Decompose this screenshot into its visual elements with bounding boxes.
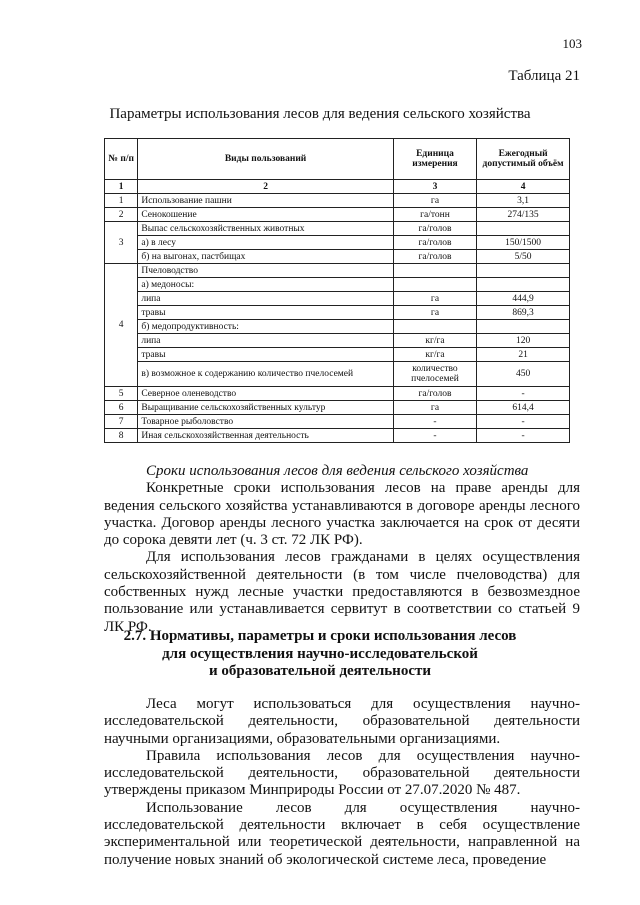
- col-num-3: 3: [393, 180, 476, 194]
- page-number: 103: [562, 36, 582, 51]
- table-row: а) в лесу га/голов 150/1500: [105, 236, 570, 250]
- col-num-1: 1: [105, 180, 138, 194]
- column-number-row: [105, 180, 570, 194]
- table-row: липа кг/га 120: [105, 334, 570, 348]
- table-row: 3 Выпас сельскохозяйственных животных га/голов: [105, 222, 570, 236]
- params-table: [104, 138, 570, 443]
- header-kind: Виды пользований: [138, 139, 393, 180]
- header-num: № п/п: [105, 139, 138, 180]
- col-num-4: 4: [477, 180, 570, 194]
- table-row: 4 Пчеловодство: [105, 264, 570, 278]
- table-row: 7 Товарное рыболовство - -: [105, 415, 570, 429]
- table-header-row: [105, 139, 570, 180]
- table-row: б) медопродуктивность:: [105, 320, 570, 334]
- table-row: 8 Иная сельскохозяйственная деятельность - -: [105, 429, 570, 443]
- table-title: Параметры использования лесов для ведения сельского хозяйства: [109, 106, 531, 122]
- col-num-2: 2: [138, 180, 393, 194]
- section-heading-line: и образовательной деятельности: [209, 663, 431, 679]
- section-heading-line: 2.7. Нормативы, параметры и сроки использования лесов: [123, 628, 517, 644]
- section-heading: [0, 628, 640, 681]
- section-text-1: [104, 463, 580, 636]
- table-row: 1 Использование пашни га 3,1: [105, 194, 570, 208]
- table-row: б) на выгонах, пастбищах га/голов 5/50: [105, 250, 570, 264]
- table-row: 6 Выращивание сельскохозяйственных культур га 614,4: [105, 401, 570, 415]
- table-row: в) возможное к содержанию количество пчелосемей количество пчелосемей 450: [105, 362, 570, 387]
- paragraph: Конкретные сроки использования лесов на праве аренды для ведения сельского хозяйства устанавливаются в договоре аренды лесного участка. Договор аренды лесного участка заключается на срок от десяти до сорока девяти лет (ч. 3 ст. 72 ЛК РФ).: [104, 480, 580, 549]
- table-row: 2 Сенокошение га/тонн 274/135: [105, 208, 570, 222]
- section-heading-line: для осуществления научно-исследовательской: [162, 645, 478, 662]
- section-text-2: [104, 696, 580, 869]
- paragraph: Леса могут использоваться для осуществления научно-исследовательской деятельности, образовательной деятельности научными организациями, образовательными организациями.: [104, 696, 580, 747]
- subheading: Сроки использования лесов для ведения сельского хозяйства: [146, 463, 529, 479]
- table-row: а) медоносы:: [105, 278, 570, 292]
- paragraph: Правила использования лесов для осуществления научно-исследовательской деятельности, образовательной деятельности утверждены приказом Минприроды России от 27.07.2020 № 487.: [104, 747, 580, 799]
- table-row: 5 Северное оленеводство га/голов -: [105, 387, 570, 401]
- header-unit: Единица измерения: [393, 139, 476, 180]
- table-number: Таблица 21: [508, 68, 580, 84]
- header-volume: Ежегодный допустимый объём: [477, 139, 570, 180]
- paragraph: Для использования лесов гражданами в целях осуществления сельскохозяйственной деятельности (в том числе пчеловодства) для собственных нужд лесные участки предоставляются в безвозмездное пользование или устанавливается сервитут в соответствии со статьей 9 ЛК РФ.: [104, 549, 580, 635]
- table-row: травы га 869,3: [105, 306, 570, 320]
- table-row: липа га 444,9: [105, 292, 570, 306]
- table-row: травы кг/га 21: [105, 348, 570, 362]
- paragraph: Использование лесов для осуществления научно-исследовательской деятельности включает в себя осуществление экспериментальной или теоретической деятельности, направленной на получение новых знаний об экологической системе леса, проведение: [104, 799, 580, 868]
